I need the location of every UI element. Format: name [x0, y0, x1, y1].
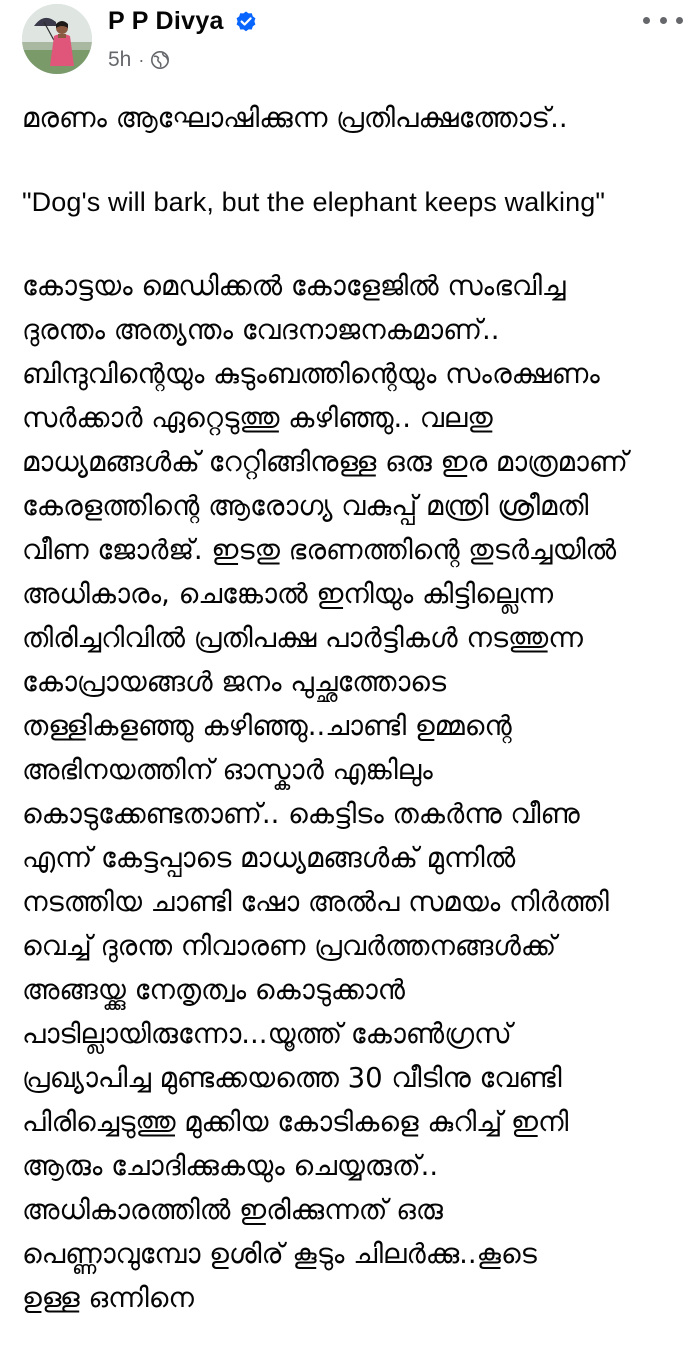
quote-line: "Dog's will bark, but the elephant keeps walking": [22, 187, 606, 217]
more-dot: [676, 17, 683, 24]
post-header: [0, 0, 700, 90]
text-line: അധികാരം, ചെങ്കോൽ ഇനിയും കിട്ടില്ലെന്ന: [22, 578, 554, 610]
text-line: അഭിനയത്തിന് ഓസ്കാർ എങ്കിലും: [22, 754, 433, 786]
text-line: ഉള്ള ഒന്നിനെ: [22, 1282, 194, 1314]
more-dot: [643, 17, 650, 24]
text-line: മരണം ആഘോഷിക്കുന്ന പ്രതിപക്ഷത്തോട്..: [22, 102, 568, 134]
avatar-photo: [22, 4, 92, 74]
globe-icon[interactable]: [150, 50, 170, 70]
text-line: വെച്ച് ദുരന്ത നിവാരണ പ്രവർത്തനങ്ങൾക്ക്: [22, 930, 557, 962]
text-line: പാടില്ലായിരുന്നോ...യൂത്ത് കോൺഗ്രസ്: [22, 1018, 512, 1050]
text-line: തള്ളികളഞ്ഞു കഴിഞ്ഞു..ചാണ്ടി ഉമ്മന്റെ: [22, 710, 512, 742]
post-paragraph-2: [22, 180, 692, 224]
post-paragraph-3: [22, 264, 692, 1320]
meta-separator: ·: [138, 49, 145, 70]
text-line: ദുരന്തം അത്യന്തം വേദനാജനകമാണ്..: [22, 314, 500, 346]
text-line: കൊടുക്കേണ്ടതാണ്.. കെട്ടിടം തകർന്നു വീണു: [22, 798, 580, 830]
text-line: വീണ ജോർജ്. ഇടതു ഭരണത്തിന്റെ തുടർച്ചയിൽ: [22, 534, 617, 566]
text-line: പിരിച്ചെടുത്തു മുക്കിയ കോടികളെ കുറിച്ച് ഇനി: [22, 1106, 569, 1138]
post-meta: [108, 48, 170, 72]
more-options-icon[interactable]: [643, 8, 683, 32]
text-line: തിരിച്ചറിവിൽ പ്രതിപക്ഷ പാർട്ടികൾ നടത്തുന്ന: [22, 622, 583, 654]
text-line: അധികാരത്തിൽ ഇരിക്കുന്നത് ഒരു: [22, 1194, 443, 1226]
post-timestamp[interactable]: 5h: [108, 48, 132, 71]
text-line: അങ്ങയ്ക്കു നേതൃത്വം കൊടുക്കാൻ: [22, 974, 405, 1006]
text-line: കോട്ടയം മെഡിക്കൽ കോളേജിൽ സംഭവിച്ച: [22, 270, 566, 302]
author-name[interactable]: P P Divya: [108, 7, 224, 35]
text-line: കേരളത്തിന്റെ ആരോഗ്യ വകുപ്പ് മന്ത്രി ശ്രീമതി: [22, 490, 589, 522]
post-paragraph-1: [22, 96, 692, 140]
verified-badge-icon: [234, 10, 258, 34]
avatar[interactable]: [22, 4, 92, 74]
text-line: കോപ്രായങ്ങൾ ജനം പുച്ഛത്തോടെ: [22, 666, 447, 698]
text-line: ബിന്ദുവിന്റെയും കുടുംബത്തിന്റെയും സംരക്ഷണം: [22, 358, 600, 390]
text-line: പെണ്ണാവുമ്പോ ഉശിര് കൂടും ചിലർക്കു..കൂടെ: [22, 1238, 537, 1270]
text-line: മാധ്യമങ്ങൾക് റേറ്റിങ്ങിനുള്ള ഒരു ഇര മാത്രമാണ്: [22, 446, 628, 478]
text-line: ആരും ചോദിക്കുകയും ചെയ്യരുത്..: [22, 1150, 439, 1182]
text-line: പ്രഖ്യാപിച്ച മുണ്ടക്കയത്തെ 30 വീടിനു വേണ്ടി: [22, 1062, 562, 1094]
post-text: [22, 96, 692, 1360]
text-line: എന്ന് കേട്ടപ്പാടെ മാധ്യമങ്ങൾക് മുന്നിൽ: [22, 842, 516, 874]
text-line: നടത്തിയ ചാണ്ടി ഷോ അൽപ സമയം നിർത്തി: [22, 886, 609, 918]
more-dot: [660, 17, 667, 24]
text-line: സർക്കാർ ഏറ്റെടുത്തു കഴിഞ്ഞു.. വലതു: [22, 402, 493, 434]
